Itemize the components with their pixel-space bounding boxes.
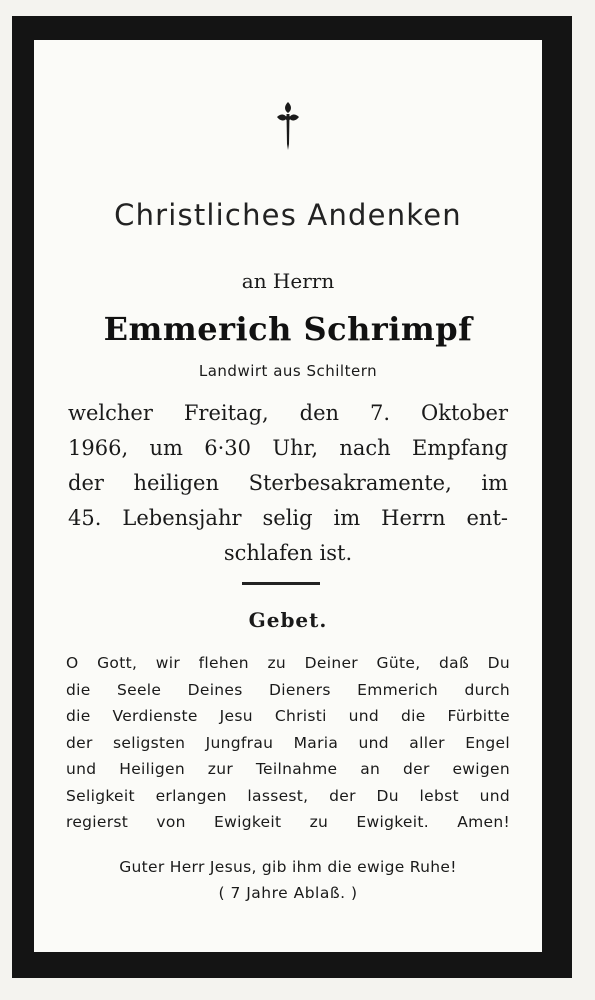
- deceased-name: Emmerich Schrimpf: [103, 310, 473, 348]
- obituary-line: schlafen ist.: [223, 541, 353, 565]
- obituary-line: 1966, um 6·30 Uhr, nach Empfang: [68, 436, 508, 460]
- prayer-line: der seligsten Jungfrau Maria und aller Engel: [66, 733, 510, 752]
- obituary-line: der heiligen Sterbesakramente, im: [68, 471, 508, 495]
- obituary-line: 45. Lebensjahr selig im Herrn ent-: [68, 506, 508, 530]
- occupation-line: Landwirt aus Schiltern: [198, 362, 378, 380]
- prayer-line: die Seele Deines Dieners Emmerich durch: [66, 680, 510, 699]
- memorial-card-border: [12, 16, 572, 978]
- card-title: Christliches Andenken: [114, 198, 462, 232]
- prayer-line: regierst von Ewigkeit zu Ewigkeit. Amen!: [66, 813, 510, 831]
- prayer-line: die Verdienste Jesu Christi und die Fürbitte: [66, 707, 510, 725]
- divider: [242, 582, 320, 585]
- prayer-title: Gebet.: [248, 608, 328, 632]
- obituary-line: welcher Freitag, den 7. Oktober: [68, 401, 508, 425]
- prayer-line: Seligkeit erlangen lassest, der Du lebst und: [66, 786, 510, 805]
- prayer-line: und Heiligen zur Teilnahme an der ewigen: [66, 760, 510, 778]
- prayer-line: O Gott, wir flehen zu Deiner Güte, daß Du: [66, 654, 510, 672]
- prayer-text: [66, 650, 510, 836]
- memorial-card: [34, 40, 542, 952]
- indulgence-note: ( 7 Jahre Ablaß. ): [218, 884, 358, 902]
- cross-icon: [34, 100, 542, 154]
- closing-invocation: Guter Herr Jesus, gib ihm die ewige Ruhe!: [119, 858, 457, 876]
- dedication-line: an Herrn: [241, 269, 335, 293]
- obituary-text: [68, 396, 508, 571]
